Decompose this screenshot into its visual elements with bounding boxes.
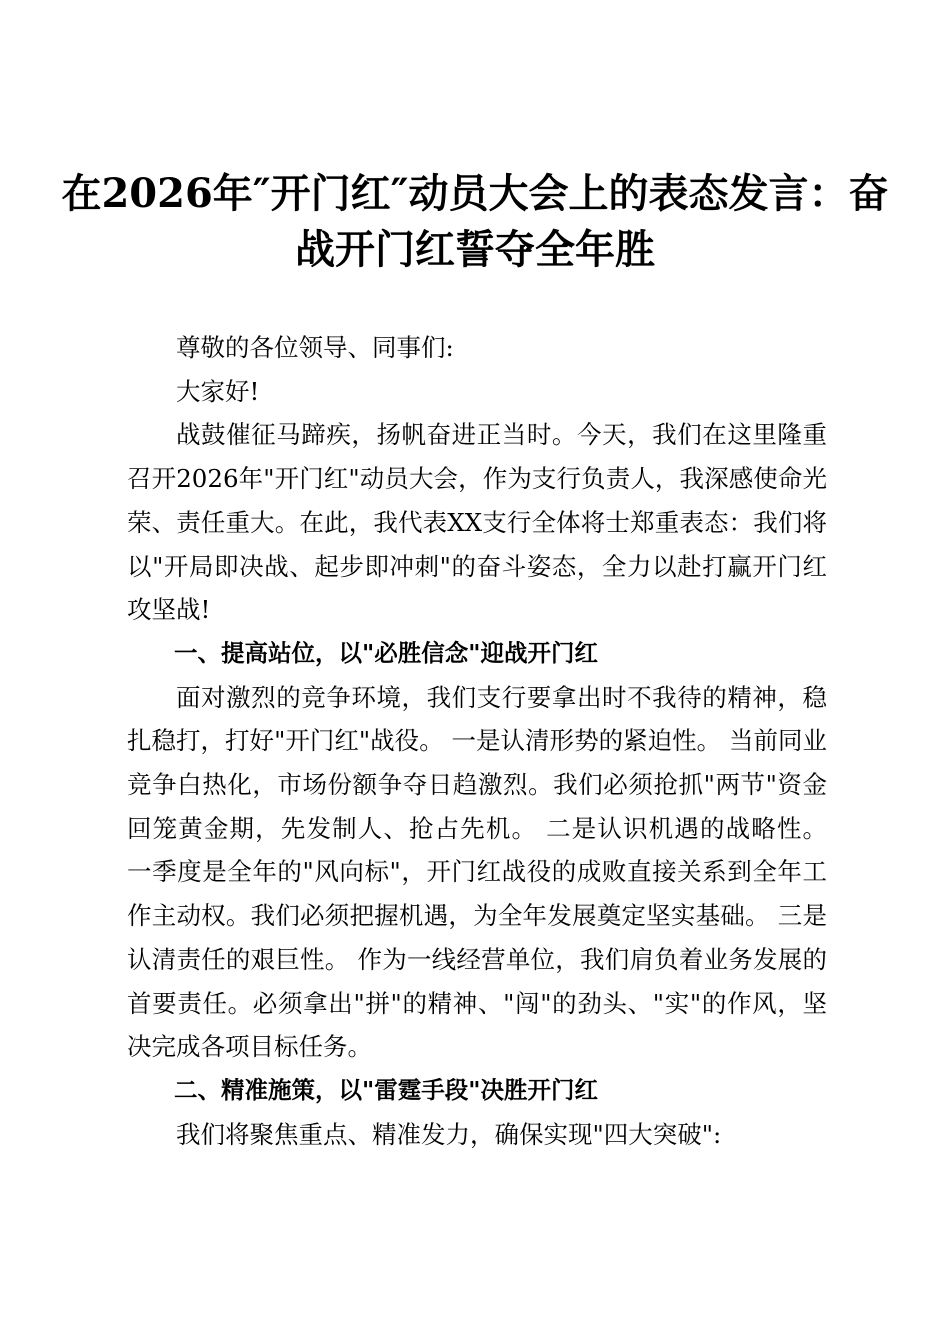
salutation: 尊敬的各位领导、同事们: [176, 333, 454, 362]
section-2-heading: 二、精准施策，以"雷霆手段"决胜开门红 [174, 1075, 598, 1104]
greeting: 大家好! [176, 376, 260, 406]
section-1-paragraph: 面对激烈的竞争环境，我们支行要拿出时不我待的精神，稳扎稳打，打好"开门红"战役。 一是认清形势的紧迫性。 当前同业竞争白热化，市场份额争夺日趋激烈。我们必须抢抓"两节"资金回笼黄金期，先发制人、抢占先机。 二是认识机遇的战略性。 一季度是全年的"风向标"，开门红战役的成败直接关系到全年工作主动权。我们必须把握机遇，为全年发展奠定坚实基础。 三是认清责任的艰巨性。 作为一线经营单位，我们肩负着业务发展的首要责任。必须拿出"拼"的精神、"闯"的劲头、"实"的作风，坚决完成各项目标任务。 [127, 682, 827, 1062]
section-2-paragraph: 我们将聚焦重点、精准发力，确保实现"四大突破": [176, 1119, 722, 1149]
intro-paragraph: 战鼓催征马蹄疾，扬帆奋进正当时。今天，我们在这里隆重召开2026年"开门红"动员大会，作为支行负责人，我深感使命光荣、责任重大。在此，我代表XX支行全体将士郑重表态：我们将以"开局即决战、起步即冲刺"的奋斗姿态，全力以赴打赢开门红攻坚战! [127, 420, 827, 625]
document-title: 在2026年″开门红″动员大会上的表态发言：奋战开门红誓夺全年胜 [61, 170, 889, 273]
section-1-heading: 一、提高站位，以"必胜信念"迎战开门红 [174, 638, 598, 667]
document-body [127, 326, 827, 1156]
